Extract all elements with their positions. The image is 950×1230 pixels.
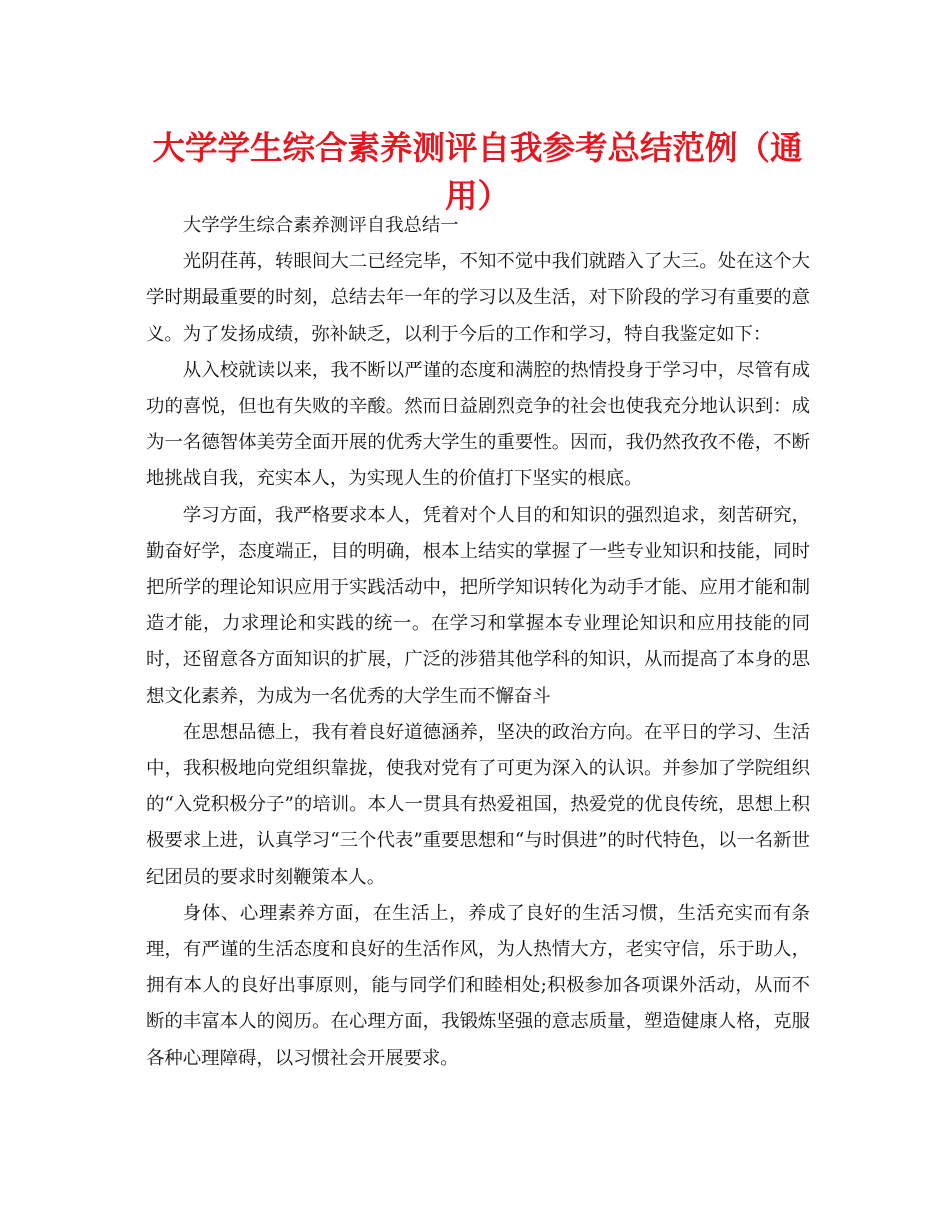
- paragraph-enrollment: 从入校就读以来，我不断以严谨的态度和满腔的热情投身于学习中，尽管有成功的喜悦，但也有失败的辛酸。然而日益剧烈竞争的社会也使我充分地认识到：成为一名德智体美劳全面开展的优秀大学生的重要性。因而，我仍然孜孜不倦，不断地挑战自我，充实本人，为实现人生的价值打下坚实的根底。: [146, 359, 810, 490]
- paragraph-ideology: 在思想品德上，我有着良好道德涵养，坚决的政治方向。在平日的学习、生活中，我积极地向党组织靠拢，使我对党有了可更为深入的认识。并参加了学院组织的“入党积极分子”的培训。本人一贯具有热爱祖国，热爱党的优良传统，思想上积极要求上进，认真学习“三个代表”重要思想和“与时俱进”的时代特色，以一名新世纪团员的要求时刻鞭策本人。: [146, 721, 810, 888]
- document-body: [146, 208, 810, 1077]
- section-heading: 大学学生综合素养测评自我总结一: [182, 215, 459, 236]
- paragraph-study: 学习方面，我严格要求本人，凭着对个人目的和知识的强烈追求，刻苦研究，勤奋好学，态度端正，目的明确，根本上结实的掌握了一些专业知识和技能，同时把所学的理论知识应用于实践活动中，把所学知识转化为动手才能、应用才能和制造才能，力求理论和实践的统一。在学习和掌握本专业理论知识和应用技能的同时，还留意各方面知识的扩展，广泛的涉猎其他学科的知识，从而提高了本身的思想文化素养，为成为一名优秀的大学生而不懈奋斗: [146, 504, 810, 707]
- paragraph-physical-mental: 身体、心理素养方面，在生活上，养成了良好的生活习惯，生活充实而有条理，有严谨的生活态度和良好的生活作风，为人热情大方，老实守信，乐于助人，拥有本人的良好出事原则，能与同学们和睦相处;积极参加各项课外活动，从而不断的丰富本人的阅历。在心理方面，我锻炼坚强的意志质量，塑造健康人格，克服各种心理障碍，以习惯社会开展要求。: [146, 902, 810, 1069]
- paragraph-intro: 光阴荏苒，转眼间大二已经完毕，不知不觉中我们就踏入了大三。处在这个大学时期最重要的时刻，总结去年一年的学习以及生活，对下阶段的学习有重要的意义。为了发扬成绩，弥补缺乏，以利于今后的工作和学习，特自我鉴定如下：: [146, 251, 810, 345]
- document-title: 大学学生综合素养测评自我参考总结范例（通用）: [152, 128, 803, 215]
